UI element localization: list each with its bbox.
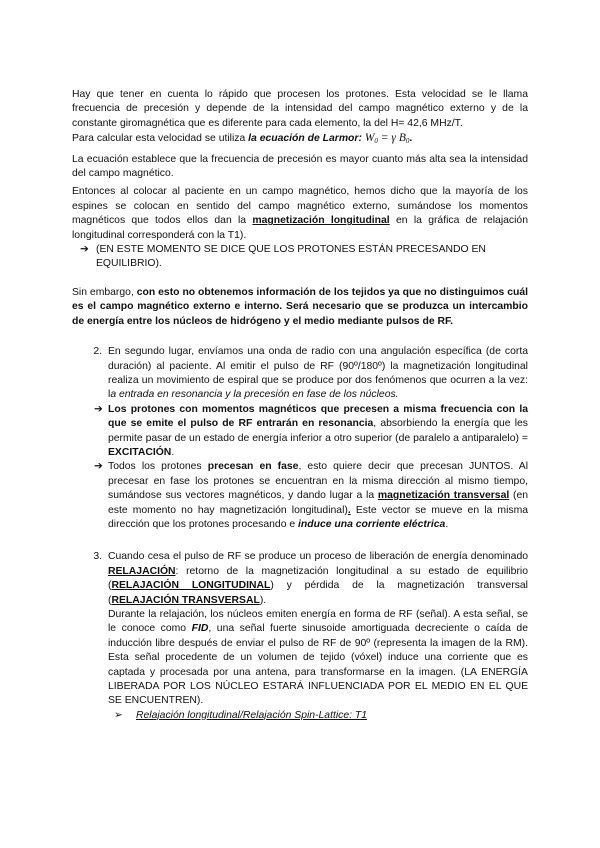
note-precessing-equilibrium (72, 243, 528, 272)
list-item-2 (72, 345, 528, 403)
relaxation-t3: ) y pérdida de la magnetización transversal ( (108, 580, 528, 606)
larmor-formula (364, 132, 413, 146)
fid-paragraph (108, 608, 528, 709)
fid-pre: Durante la relajación, los núcleos emiten energía en forma de RF (señal). A esta señal, se le conoce como (108, 609, 528, 635)
arrowhead-bullet-icon: ➢ (114, 709, 123, 721)
list-number-2: 2. (93, 346, 102, 358)
document-page (72, 88, 528, 723)
energy-exchange-bold: con esto no obtenemos información de los tejidos ya que no distinguimos cuál es el campo magnético externo e interno. Será necesario que se produzca un intercambio de energía entre los núcleos de hidrógeno y el medio mediante pulsos de RF. (72, 286, 528, 327)
rf-pulse-paragraph (108, 345, 528, 403)
right-arrow-icon: ➔ (94, 461, 103, 473)
list-item-2-body (108, 345, 528, 403)
resonance-text: , absorbiendo la energía que les permite pasar de un estado de energía inferior a otro superior (de paralelo a antiparalelo) = (108, 418, 528, 444)
phase-bold: precesan en fase (207, 461, 299, 473)
phase-mid2: (en este momento no hay magnetización longitudinal) (108, 490, 529, 516)
phase-mid3: Este vector se mueve en la misma dirección que los protones procesando e (108, 504, 529, 530)
relaxation-t1: Cuando cesa el pulso de RF se produce un proceso de liberación de energía denominado (108, 551, 528, 563)
transverse-magnetization-term: magnetización transversal (377, 490, 510, 502)
rf-pulse-italic: a entrada en resonancia y la precesión en fase de los núcleos. (110, 389, 399, 401)
excitation-term: EXCITACIÓN (108, 446, 172, 458)
induced-current-term: induce una corriente eléctrica (298, 518, 446, 530)
formula-w-subscript: 0 (374, 137, 378, 146)
phase-paragraph (108, 460, 528, 532)
relaxation-paragraph (108, 550, 528, 608)
sub-item-t1 (114, 709, 528, 723)
formula-w: W (364, 132, 375, 145)
longitudinal-pre-text: Entonces al colocar al paciente en un campo magnético, hemos dicho que la mayoría de los espines se colocan en sentido del campo magnético externo, sumándose los momentos magnéticos que todos ellos dan la (72, 186, 528, 227)
phase-dot: . (347, 504, 351, 516)
sub-item-phase (94, 460, 528, 532)
rf-pulse-text: En segundo lugar, envíamos una onda de radio con una angulación específica (de corta duración) al paciente. Al emitir el pulso de RF (90º/180º) la magnetización longitudinal realiza un movimiento de espiral que se produce por dos fenómenos que ocurren a la vez: l (108, 346, 528, 401)
paragraph-energy-exchange (72, 286, 528, 329)
relaxation-term: RELAJACIÓN (108, 565, 176, 577)
longitudinal-post-text: en la gráfica de relajación longitudinal corresponderá con la T1). (72, 215, 528, 241)
sub-item-resonance (94, 403, 528, 461)
longitudinal-magnetization-term: magnetización longitudinal (252, 215, 390, 227)
fid-post: , una señal fuerte sinusoide amortiguada decreciente o caída de inducción libre después de enviar el pulso de RF de 90º (representa la imagen de la RM). Esta señal procedente de un volumen de tejido (vóxel) induce una corriente que es captada y procesada por una antena, para transformarse en la imagen. (LA ENERGÍA LIBERADA POR LOS NÚCLEO ESTARÁ INFLUENCIADA POR EL MEDIO EN EL QUE SE ENCUENTREN). (108, 623, 528, 707)
energy-exchange-pre: Sin embargo, (72, 286, 137, 298)
list-number-3: 3. (93, 551, 102, 563)
right-arrow-icon: ➔ (94, 403, 103, 415)
formula-b-subscript: 0 (405, 137, 410, 146)
paragraph-larmor-equation (72, 131, 528, 148)
fid-term: FID (191, 623, 209, 635)
paragraph-precession-speed: Hay que tener en cuenta lo rápido que procesen los protones. Esta velocidad se le llama frecuencia de precesión y depende de la intensidad del campo magnético externo y de la constante giromagnética que es diferente para cada elemento, la del H= 42,6 MHz/T. (72, 89, 528, 129)
longitudinal-relaxation-term: RELAJACIÓN LONGITUDINAL (111, 580, 271, 592)
phase-pre: Todos los protones (108, 461, 208, 473)
formula-gamma-b: = γ B (377, 132, 406, 145)
ordered-list (72, 345, 528, 723)
larmor-intro-text: Para calcular esta velocidad se utiliza (72, 133, 249, 145)
resonance-end: . (171, 446, 175, 458)
paragraph-longitudinal-magnetization (72, 185, 528, 243)
larmor-equation-label: la ecuación de Larmor: (248, 133, 362, 145)
list-item-3 (72, 550, 528, 723)
transverse-relaxation-term: RELAJACIÓN TRANSVERSAL (111, 594, 260, 606)
paragraph-equation-explanation: La ecuación establece que la frecuencia de precesión es mayor cuanto más alta sea la intensidad del campo magnético. (72, 153, 528, 180)
formula-period: . (409, 133, 413, 145)
relaxation-t4: ). (259, 594, 267, 606)
t1-relaxation-heading: Relajación longitudinal/Relajación Spin-Lattice: T1 (136, 709, 368, 721)
resonance-bold: Los protones con momentos magnéticos que precesen a misma frecuencia con la que se emite el pulso de RF entrarán en resonancia (108, 403, 528, 430)
relaxation-t2: : retorno de la magnetización longitudinal a su estado de equilibrio ( (108, 565, 528, 592)
phase-end: . (445, 518, 449, 530)
list-item-3-body (108, 550, 528, 723)
right-arrow-icon: ➔ (80, 244, 89, 256)
resonance-paragraph (108, 403, 528, 461)
note-equilibrium-text: (EN ESTE MOMENTO SE DICE QUE LOS PROTONES ESTÁN PRECESANDO EN EQUILIBRIO). (96, 244, 486, 270)
phase-mid: , esto quiere decir que precesan JUNTOS. Al precesar en fase los protones se encuentran en la misma dirección al mismo tiempo, sumándose sus vectores magnéticos, y dando lugar a la (108, 461, 529, 502)
